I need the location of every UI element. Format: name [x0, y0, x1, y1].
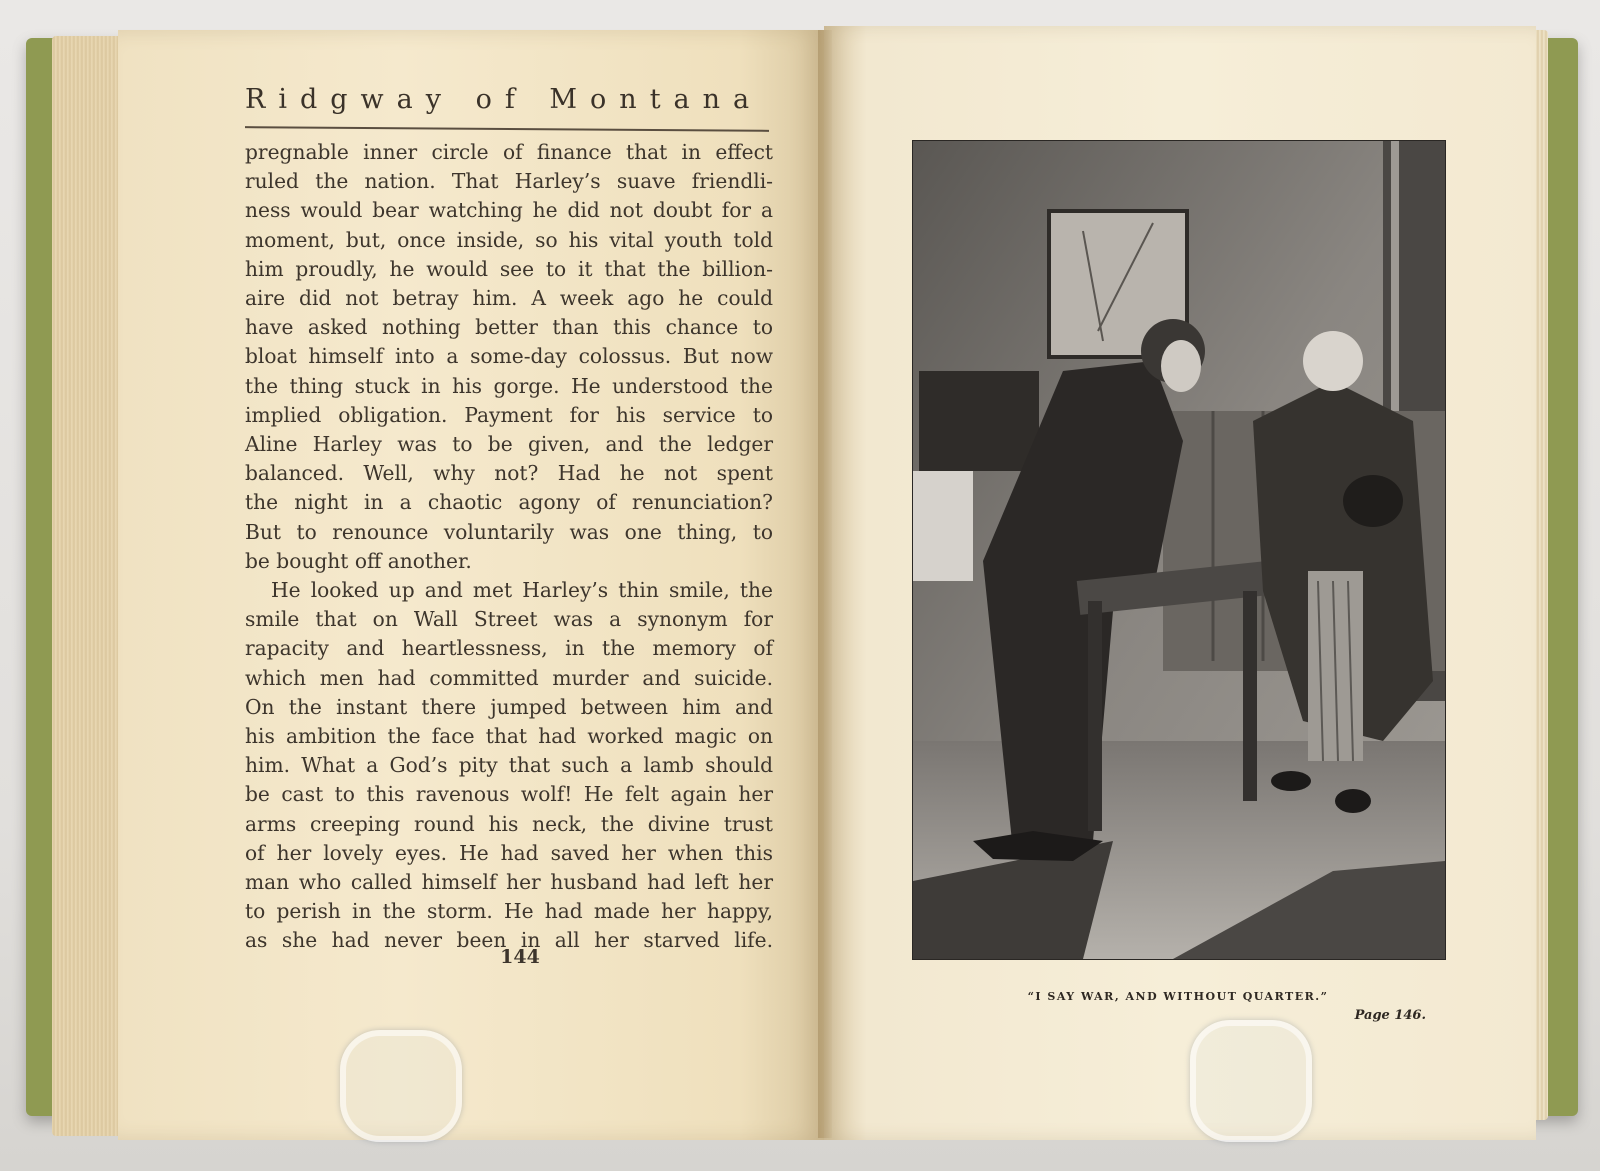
text-line: ness would bear watching he did not doubt for a: [245, 198, 773, 223]
page-number: 144: [500, 946, 540, 968]
text-line: implied obligation. Payment for his service to: [245, 402, 773, 427]
text-line: the night in a chaotic agony of renunciation?: [245, 490, 773, 515]
text-line: be bought off another.: [245, 548, 472, 573]
text-line: ruled the nation. That Harley’s suave friendli-: [245, 169, 773, 194]
text-line: But to renounce voluntarily was one thing, to: [245, 519, 773, 544]
book-stand-left: [340, 1030, 462, 1142]
text-line: the thing stuck in his gorge. He understood the: [245, 373, 773, 398]
text-line: of her lovely eyes. He had saved her when this: [245, 840, 773, 865]
text-line: arms creeping round his neck, the divine trust: [245, 811, 773, 836]
text-line: balanced. Well, why not? Had he not spent: [245, 461, 773, 486]
text-line: his ambition the face that had worked magic on: [245, 724, 773, 749]
illustration-caption: “I SAY WAR, AND WITHOUT QUARTER.”: [1027, 990, 1329, 1003]
text-line: him proudly, he would see to it that the billion-: [245, 256, 773, 281]
text-line: Aline Harley was to be given, and the ledger: [245, 432, 773, 457]
text-line: aire did not betray him. A week ago he could: [245, 286, 773, 311]
text-line: him. What a God’s pity that such a lamb should: [245, 753, 773, 778]
text-line: which men had committed murder and suicide.: [245, 665, 773, 690]
text-line: man who called himself her husband had left her: [245, 870, 773, 895]
text-line: pregnable inner circle of finance that in effect: [245, 140, 773, 164]
text-line: as she had never been in all her starved life.: [245, 928, 773, 953]
text-line: moment, but, once inside, so his vital youth told: [245, 227, 773, 252]
illustration-image: [913, 141, 1445, 959]
page-reference: Page 146.: [1354, 1008, 1426, 1023]
running-head: Ridgway of Montana: [245, 84, 763, 115]
illustration-plate: [912, 140, 1446, 960]
text-line: to perish in the storm. He had made her happy,: [245, 899, 773, 924]
text-line: rapacity and heartlessness, in the memory of: [245, 636, 773, 661]
text-line: smile that on Wall Street was a synonym for: [245, 607, 773, 632]
text-line: On the instant there jumped between him and: [245, 694, 773, 719]
page-edges-left: [52, 36, 122, 1136]
text-line: be cast to this ravenous wolf! He felt again her: [245, 782, 773, 807]
text-line: bloat himself into a some-day colossus. But now: [245, 344, 773, 369]
left-page-body: [245, 138, 773, 956]
text-line: have asked nothing better than this chance to: [245, 315, 773, 340]
book-gutter: [818, 30, 832, 1138]
book-stand-right: [1190, 1020, 1312, 1142]
text-line: He looked up and met Harley’s thin smile, the: [271, 578, 773, 603]
